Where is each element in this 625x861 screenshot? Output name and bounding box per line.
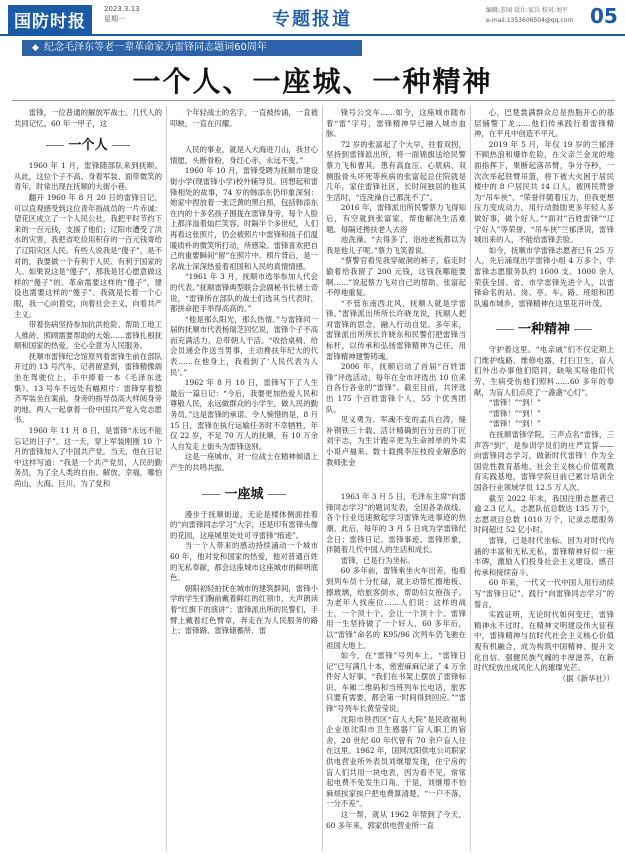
column-2-body (170, 145, 318, 473)
body-paragraph: 这一帮，就从 1962 年帮到了今天，60 多年来，郭家供电营业所一直 (326, 810, 466, 830)
body-paragraph: “他是那么阳光，那么热情。”与雷锋同一届的抚顺市代表杨瑞芝回忆说，雷锋个子不高而充满活力，总带朝人干活。“收拾桌椅、给会员递会作送当男事，主动搀扶年纪大的代表……在他身上，我看到了‘人民代表为人民’。” (170, 314, 318, 377)
column-3-body-top (326, 108, 466, 235)
body-paragraph: 抚顺市雷锋纪念馆原列着雷锋生前在部队开过的 13 号汽车。记者留意到，雷锋精像端坐在驾驶位上，手中捧着一本《毛泽东选集》。13 号车不远处有幅照片：雷锋穿着整齐军装坐在案前，身旁的指导员高大样阅身旁的地。两人一起拿着一份中国共产党入党志愿书。 (14, 351, 162, 425)
body-paragraph: 池洗澡。“去得多了，浴池老板都以为我是他儿子呢。”蔡力飞笑着说。 (326, 235, 466, 255)
body-paragraph: 人民的事业，就是入大海进刀山，我甘心情愿，头断骨粉，身红心赤，永远不变。” (170, 145, 318, 165)
body-paragraph: 60 多年前，雷锋乘坐火车出差，他看到列车员十分忙碌，就主动帮忙擦地板、擦玻璃，给旅客倒水，帮助妇女抱孩子。为老年人找座位……人们说：这样的战士，一个顶十个，会让一个顶十个。雷锋用一生坚持做了一个好人，60 多年后，以“雷锋”命名的 K95/96 次列车仍飞驰在祖国大地上。 (326, 566, 466, 650)
body-paragraph: “雷锋！”“到！” (488, 408, 541, 418)
body-paragraph: “1961 年 3 月，抚顺市选举参加人代会的代表。”抚顺雷锋典型联合会副秘书长褚士奇说，“雷锋所在部队的战士们选其当代表时，都拼命把手举得高高的。” (170, 272, 318, 314)
body-paragraph: 雷锋，已是时代坐标。因为对时代内涵的丰富和无私无私，雷锋精神好似一座丰碑，激励人们投身社会主义建设，感召传承和接续奋斗。 (474, 535, 614, 577)
body-paragraph: 如今，在“雷锋”号列车上，“雷锋日记”已写满几十本，密密麻麻记录了 4 万余件好人好事。“我们在书架上摆放了雷锋标识、车厢二维码和当班列车长电话，旅客只要有需要，都会第一时间得到回应。”“雷锋”号列车长黄莹莹说。 (326, 651, 466, 714)
column-divider (322, 106, 323, 851)
body-paragraph: 雷锋，已是行为坐标。 (340, 555, 415, 565)
theme-banner (22, 40, 362, 56)
issue-date-block (104, 4, 140, 24)
editor-credits (486, 6, 573, 26)
body-paragraph: 漫步于抚顺街道，无论是楼体侧面挂着的“向雷锋同志学习”大字，还是印有雷锋头像的花园，这座城里处处可寻雷锋“痕迹”。 (170, 509, 318, 540)
subhead-one-city: 一座城 (170, 484, 318, 506)
body-paragraph: 2019 年 5 月，年仅 19 岁的兰郁泽不顾热浪和爆炸危险，在父亲兰金龙的地面指挥下，果断起落吊臂，争分夺秒，一次次举起铁臂吊篮，将下被大火困于居民楼中的 8 户居民共 14 口人，被网民赞誉为“吊车侠”。“荣誉伴随着压力，但我更想压力变成动力，用行动鼓励更多年轻人多做好事，做个好人。”“面对”百姓雷锋”“辽宁好人”等荣誉，“吊车侠”兰郁泽说，雷锋城出来的人，不能给雷锋丢脸。 (474, 139, 614, 245)
body-paragraph: “不管东南西北风，抚顺人就是学雷锋。”雷锋派出所所长许晓龙说，抚顺人把对雷锋的思念，融入行动自觉。多年来，雷锋派出所所长许晓东和民警们把雷锋当标杆，以传承和弘扬雷锋精神为己任，用雷锋精神建警铸魂。 (326, 298, 466, 361)
column-divider (470, 106, 471, 851)
column-3-main (326, 108, 466, 831)
body-paragraph: 沈阳市铁西区“盲人大院”是民政福利企业原沈阳市卫生感器厂盲人职工的宿舍，20 世纪 60 年代曾有 70 余户盲人住在这里。1962 年，国网沈阳供电公司职家供电营业所外表员刘继增发现，住宁房的盲人们共用一块电表，因为看不见，常常起电费不免发生口角。于是，刘继增不怕麻烦挨家挨户把电费算清楚，“一户不落，一分不差”。 (326, 714, 466, 809)
intro-lead-cont (170, 108, 318, 129)
intro-lead (14, 108, 162, 129)
column-2-body-city (170, 510, 318, 637)
body-paragraph: 带着伤病坚持参加抗洪抢险、帮助工地工人推砖、照顾需要帮助的大娘……雷锋扎根抚顺和国家的热爱，全心全意为人民服务。 (14, 320, 162, 351)
editor-email: e-mail:1353606504@qq.com (486, 17, 574, 24)
body-paragraph: 1960 年 1 月，雷锋随部队来到抚顺。从此，这位个子不高、身着军装、面带微笑的青年，时常出现在抚顺的大街小巷。 (14, 161, 162, 192)
body-paragraph: 实践证明，无论时代如何变迁，雷锋精神永不过时。在精神文明建设伟大征程中，雷锋精神与抗时代社会主义核心价值观有机融合，成为构筑中国精神、提升文化自信、强健民族气魄的丰厚滋养，在新时代绽放出成风化人的璀璨光芒。 (474, 610, 614, 673)
column-4-body-top (474, 108, 614, 309)
body-paragraph: “雷锋！”“到！” (488, 419, 541, 429)
diamond-icon: ◆ (32, 43, 39, 53)
subhead-one-person: 一个人 (14, 135, 162, 157)
editor-credits-line: 编辑:芳园 设计:家兵 校对:刘平 (486, 7, 568, 14)
body-paragraph: 雷锋，一位普通的解放军战士。几代人的共同记忆。60 年一甲子，这 (14, 108, 162, 128)
column-3-body-mid (326, 235, 466, 468)
article-headline: 一个人、一座城、一种精神 (132, 65, 493, 98)
newspaper-logo: 国防时报 (8, 5, 92, 34)
column-1-body (14, 161, 162, 489)
body-paragraph: 72 岁的张富起了个大早，拄着双拐，坚持到雷锋派出所，将一面锦旗送给民警蔡力飞和曹其。患有高血压、心肌病、双侧股骨头坏死等疾病的张富起总住院就是几年，家住雷锋社区，长时间独居的他其生活时，“连洗澡自己都洗不了”。 (326, 139, 466, 202)
column-2 (170, 108, 318, 637)
body-paragraph: 这是一座城市，对一位战士在精神倾谱上产生的共鸣共振。 (170, 452, 318, 472)
source-signature: （据《新华社》） (558, 673, 614, 683)
subhead-one-spirit: 一种精神 (474, 319, 614, 341)
body-paragraph: 守护着这里。“电亲戚”们不仅定期上门维护线路、维修电器，打扫卫生，盲人们外出办事他们陪同，缺啥买啥他们代劳，生病受伤他们照料……60 多年的奉献，为盲人们点亮了一盏盏“心灯”。 (474, 345, 614, 397)
body-paragraph: 心，巴楚裳满群众总是热脂开心的基层铺警丁龙……他们传承践行着雷锋精神，在平凡中创造不平凡。 (474, 108, 614, 139)
body-paragraph: 在抚顺雷锋学院，三声点名“雷锋，三声答“到”，是参训学员们的庄严宣誓——向雷锋同志学习，做新时代雷锋！作为全国党性教育基地、社会主义核心价值观教育实践基地，雷锋学院目前已累计培训全国各行业领域学员 12.5 万人次。 (474, 430, 614, 492)
issue-weekday: 星期一 (104, 15, 125, 23)
body-paragraph: 1960 年 10 月，雷锋受聘为抚顺市建设街小学(现雷锋小学)校外辅导员。回想起和雷锋相处的故事，74 岁的韩添东仍印象深刻：她家中捏放着一张泛黄的黑白照，包括韩添东在内的十多名孩子围拢在雷锋身旁，每个人脸上都洋溢着灿烂笑容。时隔半个多世纪，人们再看这张照片，仍会被照片中雷锋和孩子们温暖质朴的微笑所打动，所感染。雷锋喜欢把自己的重要瞬间“留”在照片中。照片背后，是一名战士深深热爱着祖国和人民的真情情感。 (170, 166, 318, 271)
column-4 (474, 108, 614, 684)
masthead (0, 0, 625, 36)
body-paragraph: 锋号公交车……如今，这座城市随布着“雷”字号，雷锋精神早已融入城市血脉。 (326, 108, 466, 139)
body-paragraph: 1963 年 3 月 5 日，毛泽东主席“向雷锋同志学习”的题词发表，全国各条战线、各个行业迅速掀起学习雷锋先进事迹的热潮。此后，每年的 3 月 5 日成为学雷锋纪念日；雷锋日记、雷锋事迹、雷锋形象，伴随着几代中国人的生活和成长。 (326, 492, 466, 555)
column-4-body-spirit (474, 345, 614, 673)
page-number: 05 (590, 4, 618, 28)
body-paragraph: 如今，抚顺市学雷锋志愿者已有 25 万人，先后涌现出学雷锋小组 4 万多个，学雷锋志愿服务队约 1600 支。1000 余人荣获全国、省、市学雷锋先进个人，以雷锋命名的站、岗、亭、车、路、班组和团队遍布城乡，雷锋精神在这里花开叶茂。 (474, 245, 614, 308)
column-divider (166, 106, 167, 851)
body-paragraph: 见义勇为、军魂不变的孟兵白涛，缝补钢铁三十载、活计精确到百分百的丁匠刘宇志，为生计跑辛更为生命掉单的外卖小哥卢福来、数十载携李压枝投业解惑的教师张金 (326, 415, 466, 467)
issue-date: 2023.3.13 (104, 5, 140, 13)
body-paragraph: 2016 年，雷锋派出所民警蔡力飞得知后，有空就到张富家，帮他解决生活难题。每隔还搀扶老人去浴 (326, 203, 466, 234)
body-paragraph: 1962 年 8 月 10 日，雷锋写下了人生最后一篇日记：“今后，我要更加热爱人民和尊敬人民，永远做群众的小学生，做人民的勤务员。”这是雷锋的承诺。令人惋惜的是，8 月 15 日，雷锋在执行运输任务时不幸牺牲，年仅 22 岁，不足 70 万人的抚顺，有 10 万余人自发走上街头为雷锋送别。 (170, 378, 318, 451)
column-3-body-bottom (326, 492, 466, 831)
theme-banner-text: 纪念毛泽东等老一辈革命家为雷锋同志题词60周年 (44, 42, 267, 53)
body-paragraph: 当一个人带来的感动持续涌动一个城市 60 年，他对党和国家的热爱，他对普通百姓的无私奉献，都会这座城市这座城市的鲜明底色。 (170, 541, 318, 583)
body-paragraph: 2006 年，抚顺启动了首届“百姓雷锋”评选活动，每年在全市评选出 10 位来自各行各业的“雷锋”。截至目前，共评选出 175 个百姓雷锋个人，55 个优秀团队。 (326, 362, 466, 414)
body-paragraph: 翻开 1960 年 8 月 20 日的雷锋日记，可以直观感受到这位青年指战员的一片赤诚：望花区成立了一个人民公社，我把平时节约下来的一百元钱，支援了他们；辽阳市遭受了洪水的灾害，我把省吃俭用积存的一百元钱寄给了辽阳灾区人民。有些人说我是“傻子”，是不对的，我要做一个有利于人民、有利于国家的人。如果说这是“傻子”，那我是甘心愿意做这样的“傻子”的。革命需要这样的“傻子”，建设也需要这样的“傻子”。我就是长着一个心眼，我一心向着党，向着社会主义，向着共产主义。 (14, 192, 162, 319)
body-paragraph: 朝阳初轻拍抚在城市的建筑群间，雷锋小学的学生们胸前戴着鲜红的红领巾，大声朗读着“红旗下的演讲”；雷锋派出所的民警们，手臂上戴着红色臂章，奔走在为人民服务的路上；雷锋路、雷锋储蓄所、雷 (170, 583, 318, 636)
column-1 (14, 108, 162, 490)
section-title: 专题报道 (272, 9, 352, 30)
body-paragraph: “蔡警官看见我穿破洞的裤子，临走时偷着给我留了 200 元钱，这钱我哪能要啊……”说起蔡力飞对自己的帮助，张富起不停地重复。 (326, 256, 466, 298)
body-paragraph: 个年轻战士的名字，一直被传诵，一直被叩映，一直在闪耀。 (170, 108, 318, 128)
body-paragraph: 1960 年 11 月 8 日，是雷锋“永远不能忘记的日子”。这一天，穿上军装刚刚 10 个月的雷锋加入了中国共产党。当天，他在日记中这样写道：“我是一个共产党员，人民的勤务员，为了全人类的自由、解放、幸福，哪怕尚山、大海、巨川，为了党和 (14, 426, 162, 488)
body-paragraph: 截至 2022 年末，我国注册志愿者已逾 2.3 亿人，志愿队伍总数达 135 万个，志愿项目总数 1010 万个，记录志愿服务时间超过 52 亿小时。 (474, 493, 614, 535)
headline-divider (12, 100, 615, 101)
body-paragraph: “雷锋！”“到！” (488, 398, 541, 408)
body-paragraph: 60 年来，一代又一代中国人用行动续写“雷锋日记”，践行“向雷锋同志学习”的誓言。 (474, 578, 614, 609)
